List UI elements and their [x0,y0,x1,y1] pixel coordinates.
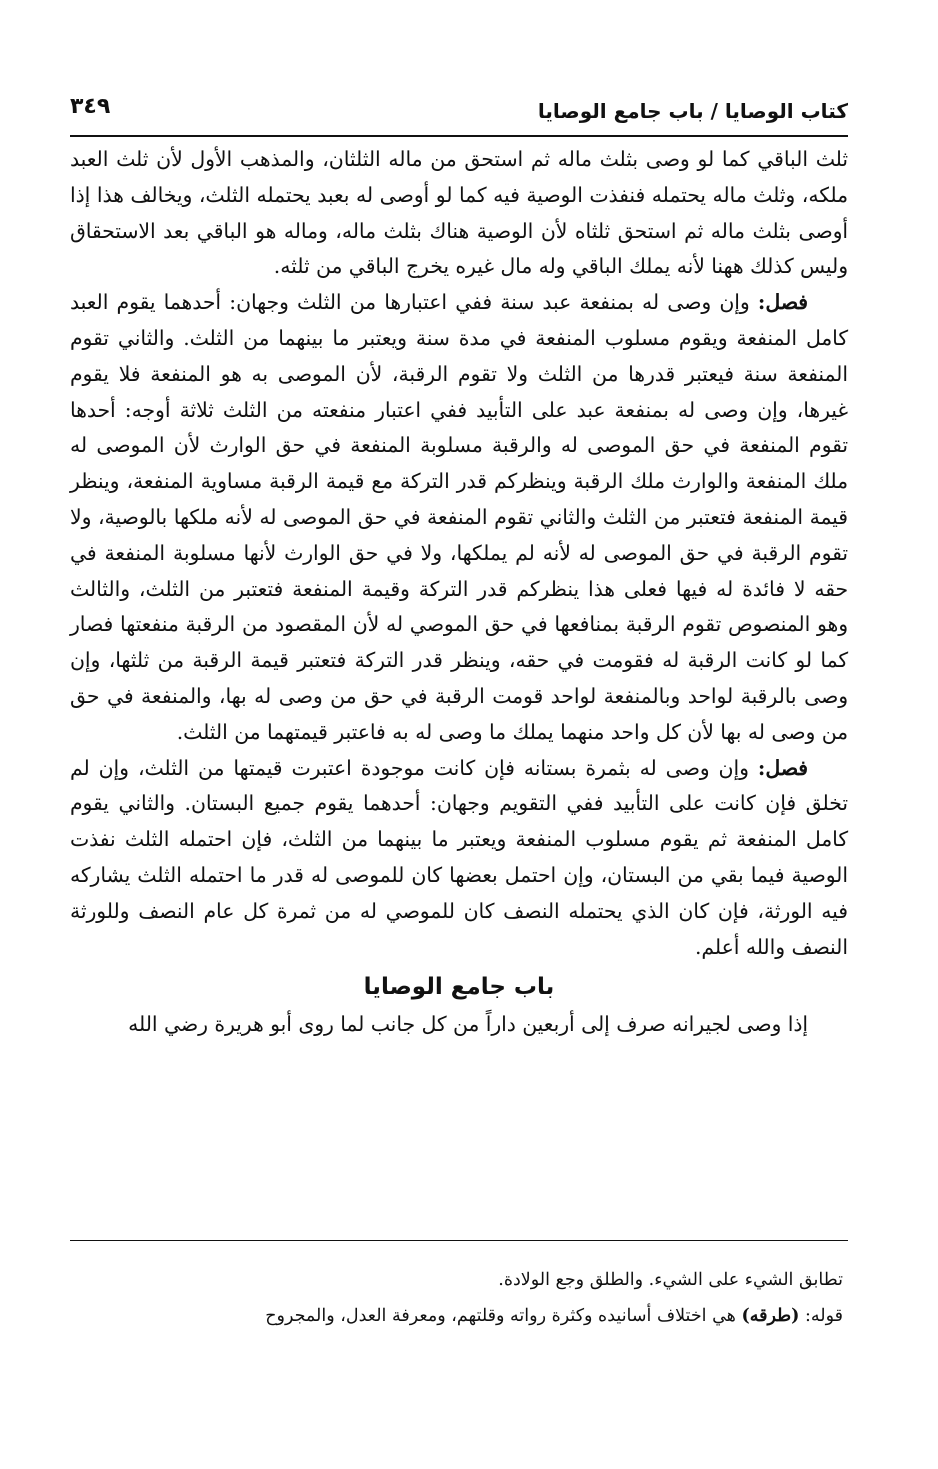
page-number: ٣٤٩ [70,94,111,119]
running-header [70,92,848,130]
section-label: فصل: [757,755,809,780]
section-label: فصل: [757,290,808,315]
paragraph-4: إذا وصى لجيرانه صرف إلى أربعين داراً من كل جانب لما روى أبو هريرة رضي الله [128,1012,808,1037]
footnote-divider [70,1240,848,1241]
footnote-line-2 [70,1298,843,1334]
footnote-line-1: تطابق الشيء على الشيء. والطلق وجع الولادة. [498,1270,843,1290]
footnotes [70,1262,843,1334]
paragraph-3 [70,751,848,966]
footnote-explanation: هي اختلاف أسانيده وكثرة رواته وقلتهم، ومعرفة العدل، والمجروح [265,1306,736,1326]
paragraph-2-text: وإن وصى له بمنفعة عبد سنة ففي اعتبارها من الثلث وجهان: أحدهما يقوم العبد كامل المنفعة ويقوم مسلوب المنفعة في مدة سنة ويعتبر ما بينهما من الثلث. والثاني تقوم المنفعة سنة فيعتبر قدرها من الثلث ولا تقوم الرقبة، لأن الموصى به هو المنفعة فلا يقوم غيرها، وإن وصى له بمنفعة عبد على التأبيد ففي اعتبار منفعته من الثلث ثلاثة أوجه: أحدها تقوم المنفعة في حق الموصى له والرقبة مسلوبة المنفعة في حق الوارث لأن الموصى له ملك المنفعة والوارث ملك الرقبة وينظركم قدر التركة مع قيمة الرقبة مساوية المنفعة، وينظر قيمة المنفعة فتعتبر من الثلث والثاني تقوم المنفعة في حق الموصى له لأنه ملكها بالوصية، ولا تقوم الرقبة في حق الموصى له لأنه لم يملكها، ولا في حق الوارث لأنها مسلوبة المنفعة في حقه لا فائدة له فيها فعلى هذا ينظركم قدر التركة وقيمة المنفعة فتعتبر من الثلث، والثالث وهو المنصوص تقوم الرقبة بمنافعها في حق الموصي له لأن المقصود من الرقبة منفعتها فصار كما لو كانت الرقبة له فقومت في حقه، وينظر قدر التركة فتعتبر قيمة الرقبة من ثلثها، وإن وصى بالرقبة لواحد وبالمنفعة لواحد قومت الرقبة في حق من وصى له بها، والمنفعة في حق من وصى له بها لأن كل واحد منهما يملك ما وصى له به فاعتبر قيمتهما من الثلث. [70,290,848,744]
paragraph-2 [70,285,848,750]
paragraph-3-text: وإن وصى له بثمرة بستانه فإن كانت موجودة اعتبرت قيمتها من الثلث، وإن لم تخلق فإن كانت على التأبيد ففي التقويم وجهان: أحدهما يقوم جميع البستان. والثاني يقوم كامل المنفعة ثم يقوم مسلوب المنفعة ويعتبر ما بينهما من الثلث، فإن احتمله الثلث نفذت الوصية فيما بقي من البستان، وإن احتمل بعضها كان للموصى له قدر ما احتمله الثلث يشاركه فيه الورثة، فإن كان الذي يحتمله النصف كان للموصي له من ثمرة كل عام النصف وللورثة النصف والله أعلم. [70,755,848,959]
footnote-term: (طرقه) [741,1306,800,1326]
header-divider [70,135,848,137]
main-text [70,142,848,1043]
paragraph-1: ثلث الباقي كما لو وصى بثلث ماله ثم استحق من ماله الثلثان، والمذهب الأول لأن ثلث العبد ملكه، وثلث ماله يحتمله فنفذت الوصية فيه كما لو أوصى له بعبد يحتمله الثلث، ويخالف هذا إذا أوصى بثلث ماله ثم استحق ثلثاه لأن الوصية هناك بثلث ماله، وماله هو الباقي بعد الاستحقاق وليس كذلك ههنا لأنه يملك الباقي وله مال غيره يخرج الباقي من ثلثه. [70,147,848,279]
header-title: كتاب الوصايا / باب جامع الوصايا [537,99,848,123]
footnote-prefix: قوله: [804,1306,843,1326]
chapter-heading: باب جامع الوصايا [363,974,555,1001]
